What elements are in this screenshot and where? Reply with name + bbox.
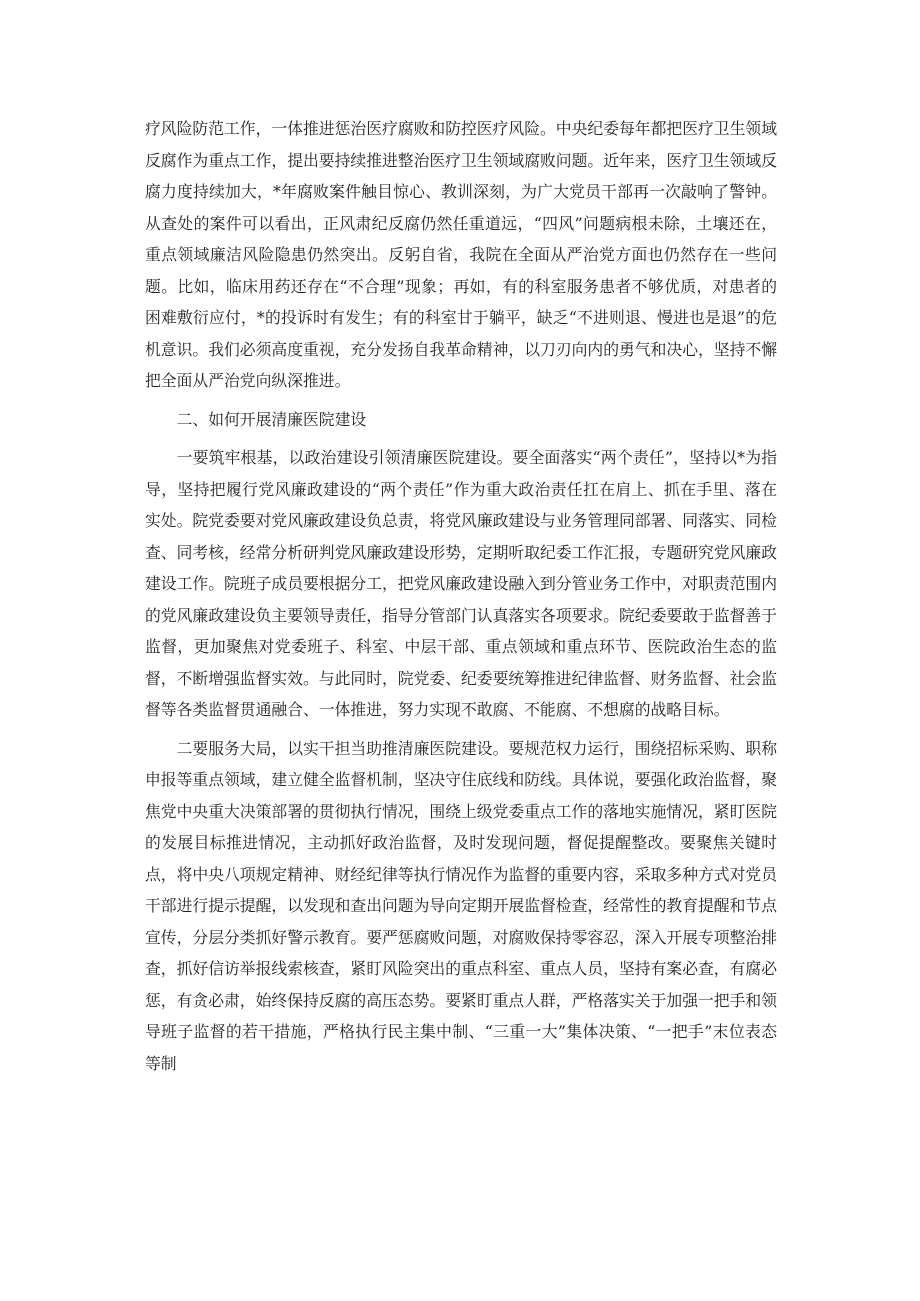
paragraph-gap xyxy=(145,726,777,733)
document-body xyxy=(145,113,777,1079)
paragraph-gap xyxy=(145,435,777,442)
paragraph-continued: 疗风险防范工作，一体推进惩治医疗腐败和防控医疗风险。中央纪委每年都把医疗卫生领域反腐作为重点工作，提出要持续推进整治医疗卫生领域腐败问题。近年来，医疗卫生领域反腐力度持续加大，*年腐败案件触目惊心、教训深刻，为广大党员干部再一次敲响了警钟。从查处的案件可以看出，正风肃纪反腐仍然任重道远，“四风”问题病根未除，土壤还在，重点领域廉洁风险隐患仍然突出。反躬自省，我院在全面从严治党方面也仍然存在一些问题。比如，临床用药还存在“不合理”现象；再如，有的科室服务患者不够优质，对患者的困难敷衍应付，*的投诉时有发生；有的科室甘于躺平，缺乏“不进则退、慢进也是退”的危机意识。我们必须高度重视，充分发扬自我革命精神，以刀刃向内的勇气和决心，坚持不懈把全面从严治党向纵深推进。 xyxy=(145,119,777,390)
paragraph-service: 二要服务大局，以实干担当助推清廉医院建设。要规范权力运行，围绕招标采购、职称申报等重点领域，建立健全监督机制，坚决守住底线和防线。具体说，要强化政治监督，聚焦党中央重大决策部署的贯彻执行情况，围绕上级党委重点工作的落地实施情况，紧盯医院的发展目标推进情况，主动抓好政治监督，及时发现问题，督促提醒整改。要聚焦关键时点，将中央八项规定精神、财经纪律等执行情况作为监督的重要内容，采取多种方式对党员干部进行提示提醒，以发现和查出问题为导向定期开展监督检查，经常性的教育提醒和节点宣传，分层分类抓好警示教育。要严惩腐败问题，对腐败保持零容忍，深入开展专项整治排查，抓好信访举报线索核查，紧盯风险突出的重点科室、重点人员，坚持有案必查，有腐必惩，有贪必肃，始终保持反腐的高压态势。要紧盯重点人群，严格落实关于加强一把手和领导班子监督的若干措施，严格执行民主集中制、“三重一大”集体决策、“一把手”末位表态等制 xyxy=(145,738,777,1073)
paragraph-gap xyxy=(145,397,777,404)
section-heading: 二、如何开展清廉医院建设 xyxy=(176,409,367,429)
paragraph-foundation: 一要筑牢根基，以政治建设引领清廉医院建设。要全面落实“两个责任”，坚持以*为指导，坚持把履行党风廉政建设的“两个责任”作为重大政治责任扛在肩上、抓在手里、落在实处。院党委要对党风廉政建设负总责，将党风廉政建设与业务管理同部署、同落实、同检查、同考核，经常分析研判党风廉政建设形势，定期听取纪委工作汇报，专题研究党风廉政建设工作。院班子成员要根据分工，把党风廉政建设融入到分管业务工作中，对职责范围内的党风廉政建设负主要领导责任，指导分管部门认真落实各项要求。院纪委要敢于监督善于监督，更加聚焦对党委班子、科室、中层干部、重点领域和重点环节、医院政治生态的监督，不断增强监督实效。与此同时，院党委、纪委要统筹推进纪律监督、财务监督、社会监督等各类监督贯通融合、一体推进，努力实现不敢腐、不能腐、不想腐的战略目标。 xyxy=(145,448,777,719)
